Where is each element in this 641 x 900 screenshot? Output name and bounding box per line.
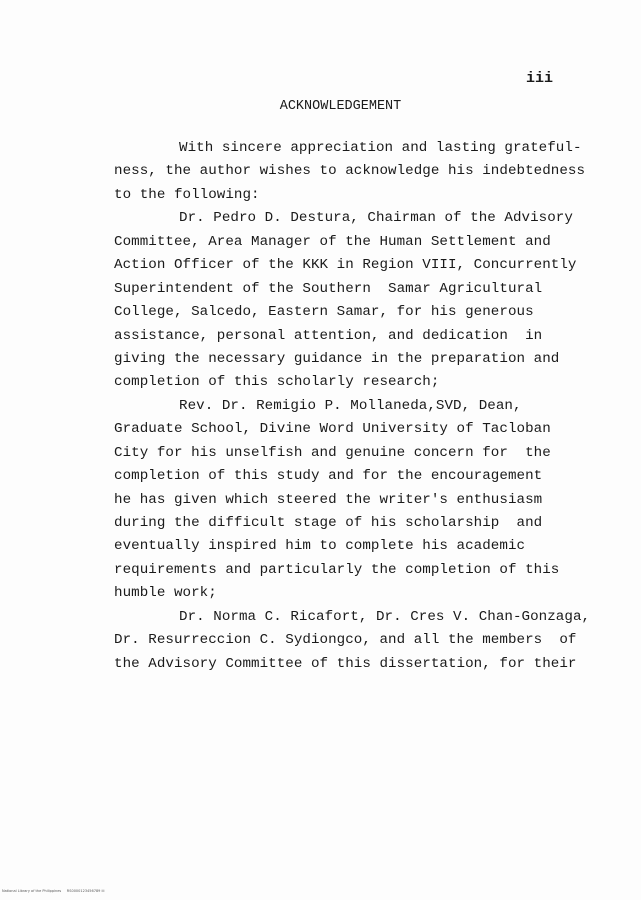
text-line: Superintendent of the Southern Samar Agricultural xyxy=(114,280,543,297)
text-line: assistance, personal attention, and dedication in xyxy=(114,327,543,344)
text-line: Dr. Pedro D. Destura, Chairman of the Advisory xyxy=(179,210,573,227)
text-line: College, Salcedo, Eastern Samar, for his generous xyxy=(114,304,534,321)
text-line: Dr. Norma C. Ricafort, Dr. Cres V. Chan-Gonzaga, xyxy=(179,608,591,625)
text-line: he has given which steered the writer's enthusiasm xyxy=(114,491,543,508)
text-line: Action Officer of the KKK in Region VIII, Concurrently xyxy=(114,257,577,274)
page-title: ACKNOWLEDGEMENT xyxy=(279,99,402,114)
text-line: giving the necessary guidance in the preparation and xyxy=(114,350,560,367)
text-line: the Advisory Committee of this dissertation, for their xyxy=(114,655,577,672)
text-line: eventually inspired him to complete his academic xyxy=(114,538,526,555)
text-line: Committee, Area Manager of the Human Settlement and xyxy=(114,233,551,250)
text-line: Graduate School, Divine Word University of Tacloban xyxy=(114,421,551,438)
text-line: to the following: xyxy=(114,186,260,203)
text-line: completion of this scholarly research; xyxy=(114,374,440,391)
text-line: City for his unselfish and genuine concern for the xyxy=(114,444,551,461)
page-number: iii xyxy=(526,70,554,87)
text-line: during the difficult stage of his scholarship and xyxy=(114,515,543,531)
text-line: With sincere appreciation and lasting grateful- xyxy=(179,140,582,156)
text-line: Rev. Dr. Remigio P. Mollaneda,SVD, Dean, xyxy=(179,397,522,414)
scan-footer: National Library of the Philippines RS0000123456789 iii xyxy=(2,889,105,893)
text-line: humble work; xyxy=(114,585,217,602)
acknowledgement-body xyxy=(114,137,594,676)
text-line: ness, the author wishes to acknowledge his indebtedness xyxy=(114,163,586,180)
text-line: Dr. Resurreccion C. Sydiongco, and all the members of xyxy=(114,632,577,649)
text-line: completion of this study and for the encouragement xyxy=(114,468,543,485)
text-line: requirements and particularly the completion of this xyxy=(114,561,560,578)
